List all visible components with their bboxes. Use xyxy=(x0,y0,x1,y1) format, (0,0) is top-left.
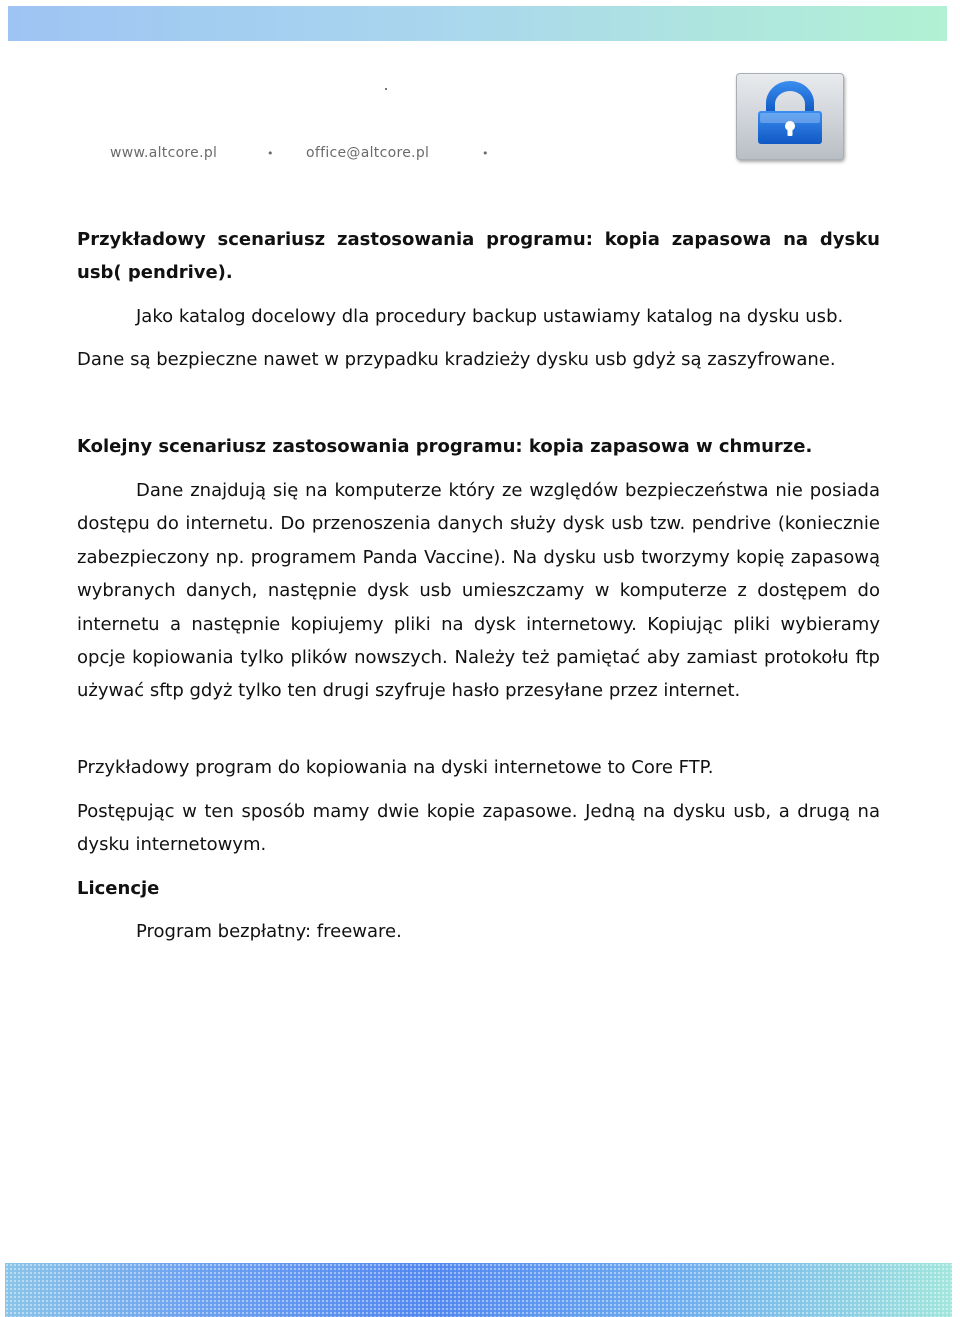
paragraph: Jako katalog docelowy dla procedury backup ustawiamy katalog na dysku usb. xyxy=(136,306,844,327)
decorative-dot xyxy=(385,88,387,90)
section-heading: Kolejny scenariusz zastosowania programu: kopia zapasowa w chmurze. xyxy=(77,436,813,457)
section-heading: Przykładowy scenariusz zastosowania programu: kopia zapasowa na dysku usb( pendrive). xyxy=(77,229,880,284)
separator-dot: • xyxy=(267,147,274,160)
section-heading: Licencje xyxy=(77,878,160,899)
paragraph: Program bezpłatny: freeware. xyxy=(136,921,402,942)
paragraph: Postępując w ten sposób mamy dwie kopie zapasowe. Jedną na dysku usb, a drugą na dysku internetowym. xyxy=(77,801,880,856)
separator-dot: • xyxy=(482,147,489,160)
top-decorative-band xyxy=(8,6,947,41)
logo xyxy=(736,73,844,160)
paragraph: Dane znajdują się na komputerze który ze względów bezpieczeństwa nie posiada dostępu do internetu. Do przenoszenia danych służy dysk usb tzw. pendrive (koniecznie zabezpieczony np. programem Panda Vaccine). Na dysku usb tworzymy kopię zapasową wybranych danych, następnie dysk usb umieszczamy w komputerze z dostępem do internetu a następnie kopiujemy pliki na dysk internetowy. Kopiując pliki wybieramy opcje kopiowania tylko plików nowszych. Należy też pamiętać aby zamiast protokołu ftp używać sftp gdyż tylko ten drugi szyfruje hasło przesyłane przez internet. xyxy=(77,480,880,702)
website-link[interactable]: www.altcore.pl xyxy=(110,145,218,161)
paragraph: Przykładowy program do kopiowania na dyski internetowe to Core FTP. xyxy=(77,757,714,778)
paragraph: Dane są bezpieczne nawet w przypadku kradzieży dysku usb gdyż są zaszyfrowane. xyxy=(77,349,836,370)
padlock-icon xyxy=(736,73,844,160)
email-link[interactable]: office@altcore.pl xyxy=(306,145,430,161)
bottom-decorative-band xyxy=(5,1263,952,1317)
